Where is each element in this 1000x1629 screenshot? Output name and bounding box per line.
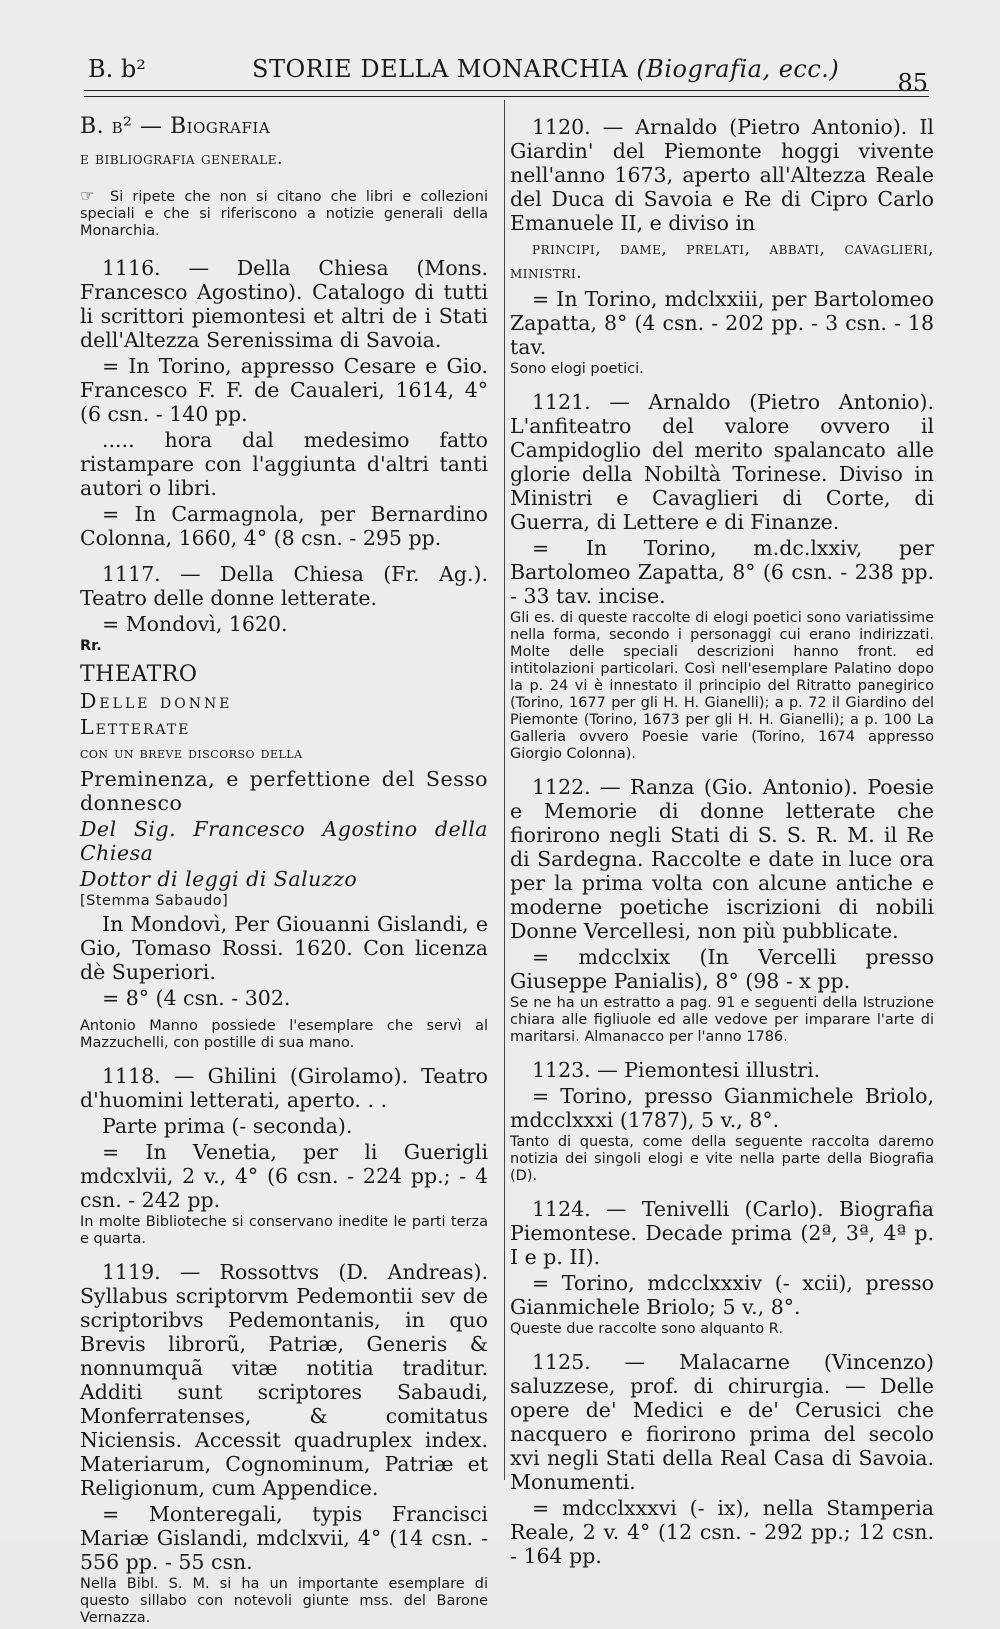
pointing-hand-icon: ☞ bbox=[80, 186, 95, 205]
entry-1116-extra: ..... hora dal medesimo fatto ristampare con l'aggiunta d'altri tanti autori o libri. bbox=[80, 428, 488, 500]
entry-1116: 1116. — Della Chiesa (Mons. Francesco Agostino). Catalogo di tutti li scrittori piemontesi et altri de i Stati dell'Altezza Serenissima di Savoia. bbox=[80, 256, 488, 352]
header-rule-bottom bbox=[84, 96, 929, 97]
note-1117: Antonio Manno possiede l'esemplare che servì al Mazzuchelli, con postille di sua mano. bbox=[80, 1018, 488, 1051]
entry-1117: 1117. — Della Chiesa (Fr. Ag.). Teatro delle donne letterate. bbox=[80, 562, 488, 610]
frontispiece-line-2: Delle donne bbox=[80, 689, 233, 713]
entry-1120-imprint: = In Torino, mdclxxiii, per Bartolomeo Zapatta, 8° (4 csn. - 202 pp. - 3 csn. - 18 tav. bbox=[510, 287, 934, 359]
frontispiece-line-4: con un breve discorso della bbox=[80, 743, 303, 762]
header-title-main: STORIE DELLA MONARCHIA bbox=[252, 55, 629, 83]
frontispiece-line-7: Dottor di leggi di Saluzzo bbox=[80, 867, 358, 891]
frontispiece-line-8: [Stemma Sabaudo] bbox=[80, 893, 229, 909]
header-rule-top bbox=[84, 90, 929, 91]
header-title bbox=[252, 55, 839, 83]
section-subtitle: e bibliografia generale. bbox=[80, 149, 283, 169]
entry-1118-parts: Parte prima (- seconda). bbox=[102, 1114, 353, 1138]
entry-1122-note: Se ne ha un estratto a pag. 91 e seguenti della Istruzione chiara alle figliuole ed alle vedove per imparare l'arte di maritarsi. Almanacco per l'anno 1786. bbox=[510, 995, 934, 1045]
right-column bbox=[510, 115, 934, 1570]
section-note-text: Si ripete che non si citano che libri e collezioni speciali e che si riferiscono a notizie generali della Monarchia. bbox=[80, 189, 488, 239]
page-number: 85 bbox=[897, 69, 928, 97]
frontispiece-line-5: Preminenza, e perfettione del Sesso donnesco bbox=[80, 767, 488, 815]
entry-1118-note: In molte Biblioteche si conservano inedite le parti terza e quarta. bbox=[80, 1214, 488, 1247]
frontispiece-line-9: In Mondovì, Per Giouanni Gislandi, e Gio, Tomaso Rossi. 1620. Con licenza dè Superiori. bbox=[80, 912, 488, 984]
entry-1125: 1125. — Malacarne (Vincenzo) saluzzese, prof. di chirurgia. — Delle opere de' Medici e de' Cerusici che nacquero e fiorirono prima del secolo xvi negli Stati della Real Casa di Savoia. Monumenti. bbox=[510, 1350, 934, 1494]
entry-1121: 1121. — Arnaldo (Pietro Antonio). L'anfiteatro del valore ovvero il Campidoglio del merito spalancato alle glorie della Nobiltà Torinese. Diviso in Ministri e Cavaglieri di Corte, di Guerra, di Lettere e di Finanze. bbox=[510, 390, 934, 534]
entry-1124: 1124. — Tenivelli (Carlo). Biografia Piemontese. Decade prima (2ª, 3ª, 4ª p. I e p. II). bbox=[510, 1197, 934, 1269]
frontispiece-line-10: = 8° (4 csn. - 302. bbox=[102, 986, 291, 1010]
entry-1119-note: Nella Bibl. S. M. si ha un importante esemplare di questo sillabo con notevoli giunte mss. del Barone Vernazza. bbox=[80, 1576, 488, 1626]
entry-1120-note: Sono elogi poetici. bbox=[510, 361, 644, 377]
section-note bbox=[80, 187, 488, 240]
entry-1117-imprint: = Mondovì, 1620. bbox=[102, 612, 288, 636]
entry-1116-imprint: = In Torino, appresso Cesare e Gio. Francesco F. F. de Caualeri, 1614, 4° (6 csn. - 140 pp. bbox=[80, 354, 488, 426]
section-title: B. b² — Biografia bbox=[80, 114, 271, 139]
frontispiece-line-1: THEATRO bbox=[80, 662, 198, 687]
entry-1118: 1118. — Ghilini (Girolamo). Teatro d'huomini letterati, aperto. . . bbox=[80, 1064, 488, 1112]
entry-1120-sc: principi, dame, prelati, abbati, cavaglieri, ministri. bbox=[510, 239, 934, 283]
entry-1124-imprint: = Torino, mdcclxxxiv (- xcii), presso Gianmichele Briolo; 5 v., 8°. bbox=[510, 1271, 934, 1319]
header-title-italic: (Biografia, ecc.) bbox=[628, 55, 840, 83]
entry-1122: 1122. — Ranza (Gio. Antonio). Poesie e Memorie di donne letterate che fiorirono negli Stati di S. S. R. M. il Re di Sardegna. Raccolte e date in luce ora per la prima volta con alcune antiche e moderne poetiche iscrizioni di nobili Donne Vercellesi, non più pubblicate. bbox=[510, 775, 934, 943]
entry-1125-imprint: = mdcclxxxvi (- ix), nella Stamperia Reale, 2 v. 4° (12 csn. - 292 pp.; 12 csn. - 164 pp. bbox=[510, 1496, 934, 1568]
entry-1121-note: Gli es. di queste raccolte di elogi poetici sono variatissime nella forma, secondo i personaggi cui erano indirizzati. Molte delle speciali descrizioni hanno front. ed intitolazioni particolari. Così nell'esemplare Palatino dopo la p. 24 vi è innestato il principio del Ritratto panegirico (Torino, 1677 per gli H. H. Gianelli); a p. 72 il Giardino del Piemonte (Torino, 1673 per gli H. H. Gianelli); a p. 100 La Galleria ovvero Poesie varie (Torino, 1674 appresso Giorgio Colonna). bbox=[510, 610, 934, 762]
frontispiece-line-3: Letterate bbox=[80, 715, 191, 739]
header-section-code: B. b² bbox=[88, 55, 146, 83]
entry-1122-imprint: = mdcclxix (In Vercelli presso Giuseppe Panialis), 8° (98 - x pp. bbox=[510, 945, 934, 993]
entry-1120: 1120. — Arnaldo (Pietro Antonio). Il Giardin' del Piemonte hoggi vivente nell'anno 1673, aperto all'Altezza Reale del Duca di Savoia e Re di Cipro Carlo Emanuele II, e diviso in bbox=[510, 115, 934, 235]
entry-1121-imprint: = In Torino, m.dc.lxxiv, per Bartolomeo Zapatta, 8° (6 csn. - 238 pp. - 33 tav. incise. bbox=[510, 536, 934, 608]
entry-1119: 1119. — Rossottvs (D. Andreas). Syllabus scriptorvm Pedemontii sev de scriptoribvs Pedemontanis, in quo Brevis librorũ, Patriæ, Generis & nonnumquã vitæ notitia traditur. Additi sunt scriptores Sabaudi, Monferratenses, & comitatus Niciensis. Accessit quadruplex index. Materiarum, Cognominum, Patriæ et Religionum, cum Appendice. bbox=[80, 1260, 488, 1500]
left-column bbox=[80, 115, 488, 1629]
entry-1117-rarity: Rr. bbox=[80, 638, 102, 654]
column-divider bbox=[504, 100, 505, 1480]
entry-1123-imprint: = Torino, presso Gianmichele Briolo, mdcclxxxi (1787), 5 v., 8°. bbox=[510, 1084, 934, 1132]
entry-1123-note: Tanto di questa, come della seguente raccolta daremo notizia dei singoli elogi e vite nella parte della Biografia (D). bbox=[510, 1134, 934, 1184]
entry-1123: 1123. — Piemontesi illustri. bbox=[532, 1058, 821, 1082]
entry-1124-note: Queste due raccolte sono alquanto R. bbox=[510, 1321, 783, 1337]
entry-1119-imprint: = Monteregali, typis Francisci Mariæ Gislandi, mdclxvii, 4° (14 csn. - 556 pp. - 55 csn. bbox=[80, 1502, 488, 1574]
entry-1118-imprint: = In Venetia, per li Guerigli mdcxlvii, 2 v., 4° (6 csn. - 224 pp.; - 4 csn. - 242 pp. bbox=[80, 1140, 488, 1212]
entry-1116-imprint2: = In Carmagnola, per Bernardino Colonna, 1660, 4° (8 csn. - 295 pp. bbox=[80, 502, 488, 550]
frontispiece-line-6: Del Sig. Francesco Agostino della Chiesa bbox=[80, 817, 488, 865]
running-header bbox=[88, 55, 928, 95]
